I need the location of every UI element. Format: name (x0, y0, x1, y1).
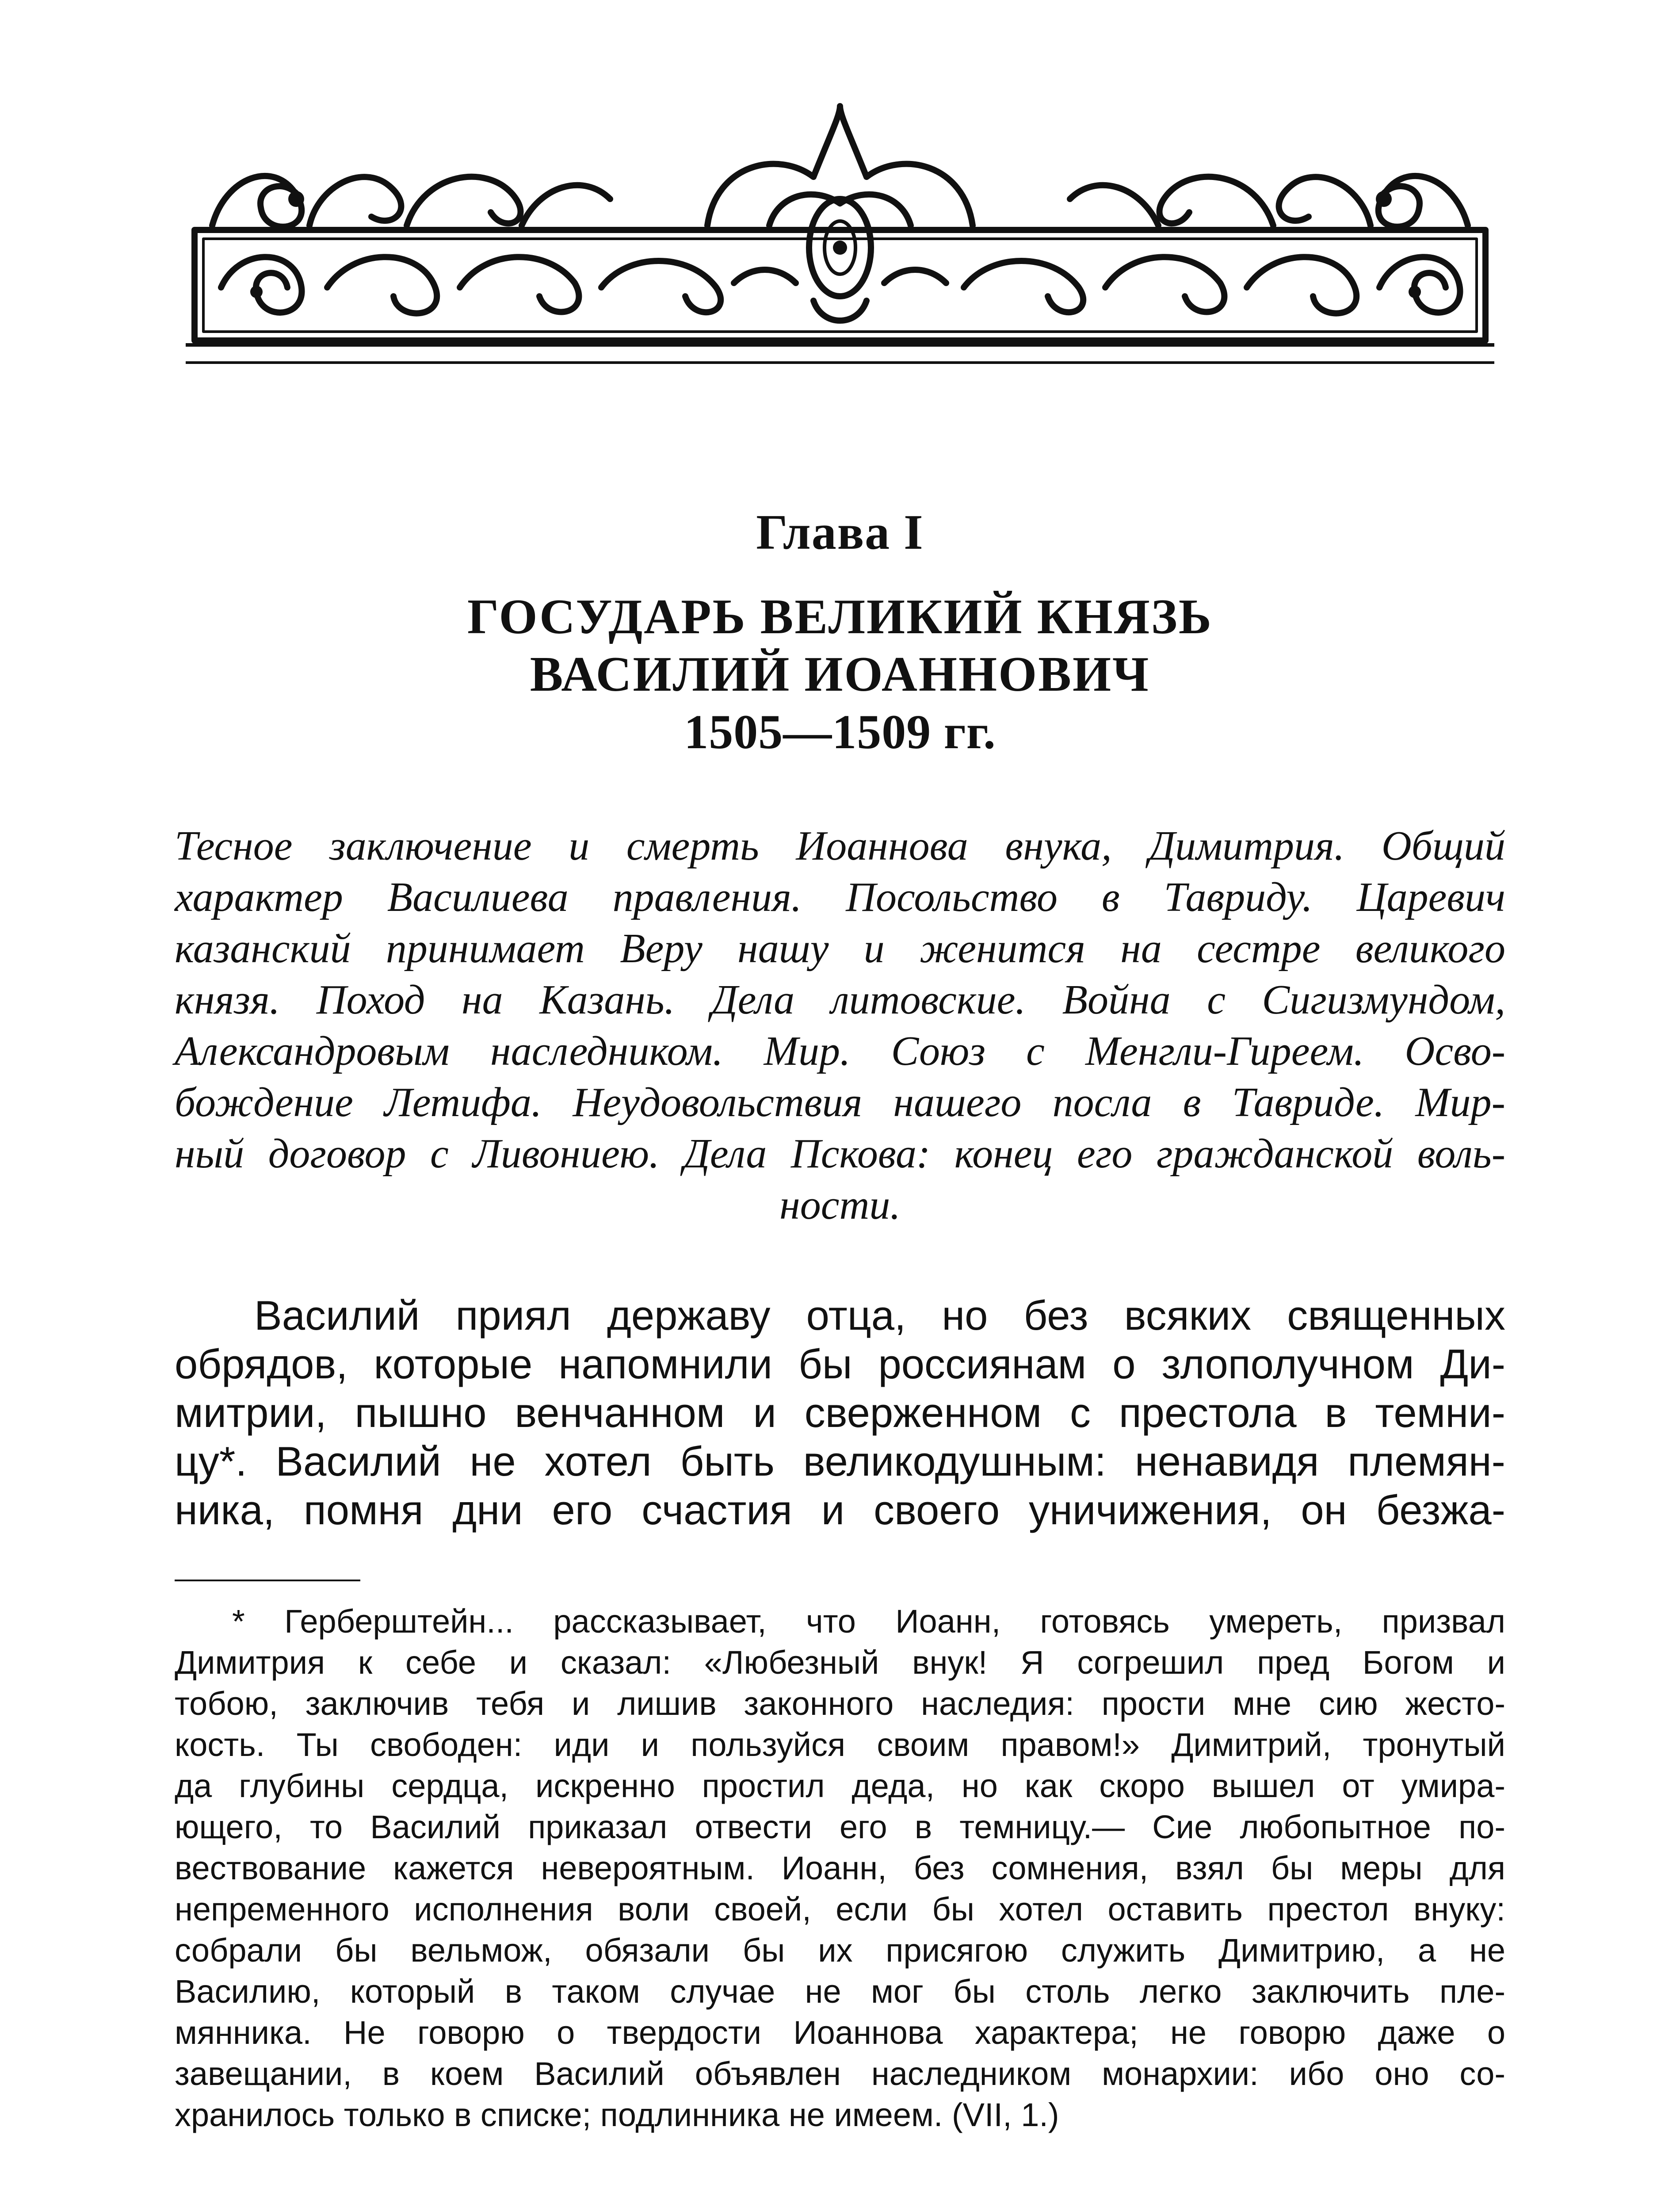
footnote (175, 1601, 1505, 2135)
body-line: Василий приял державу отца, но без всяких священных (254, 1292, 1505, 1339)
footnote-line: Димитрия к себе и сказал: «Любезный внук! Я согрешил пред Богом и (175, 1644, 1505, 1681)
body-line: ника, помня дни его счастия и своего уничижения, он безжа- (175, 1487, 1505, 1533)
footnote-line: ющего, то Василий приказал отвести его в темницу.— Сие любопытное по- (175, 1809, 1505, 1845)
footnote-line: мянника. Не говорю о твердости Иоаннова характера; не говорю даже о (175, 2014, 1505, 2051)
chapter-title-line-2: ВАСИЛИЙ ИОАННОВИЧ (530, 647, 1150, 702)
footnote-divider (175, 1580, 360, 1581)
chapter-label: Глава I (756, 505, 924, 560)
footnote-line: Василию, который в таком случае не мог бы столь легко заключить пле- (175, 1973, 1505, 2010)
summary-line: Александровым наследником. Мир. Союз с Менгли-Гиреем. Осво- (175, 1028, 1505, 1074)
footnote-line: тобою, заключив тебя и лишив законного наследия: прости мне сию жесто- (175, 1685, 1505, 1722)
footnote-line: да глубины сердца, искренно простил деда, но как скоро вышел от умира- (175, 1767, 1505, 1804)
chapter-dates: 1505—1509 гг. (684, 705, 996, 759)
footnote-line: * Герберштейн... рассказывает, что Иоанн, готовясь умереть, призвал (232, 1603, 1505, 1640)
decorative-ornament-header (186, 97, 1494, 371)
footnote-line: завещании, в коем Василий объявлен наследником монархии: ибо оно со- (175, 2055, 1505, 2092)
body-line: митрии, пышно венчанном и сверженном с престола в темни- (175, 1389, 1505, 1436)
summary-line: характер Василиева правления. Посольство в Тавриду. Царевич (175, 874, 1505, 920)
summary-line: бождение Летифа. Неудовольствия нашего посла в Тавриде. Мир- (175, 1079, 1505, 1125)
body-text (175, 1291, 1505, 1534)
summary-line: Тесное заключение и смерть Иоаннова внука, Димитрия. Общий (175, 823, 1505, 869)
footnote-line: вествование кажется невероятным. Иоанн, без сомнения, взял бы меры для (175, 1850, 1505, 1886)
summary-line: ный договор с Ливониею. Дела Пскова: конец его гражданской воль- (175, 1131, 1505, 1177)
chapter-title-line-1: ГОСУДАРЬ ВЕЛИКИЙ КНЯЗЬ (467, 589, 1213, 644)
footnote-line: непременного исполнения воли своей, если бы хотел оставить престол внуку: (175, 1891, 1505, 1928)
body-line: цу*. Василий не хотел быть великодушным: ненавидя племян- (175, 1438, 1505, 1484)
chapter-title (0, 588, 1680, 761)
footnote-line: кость. Ты свободен: иди и пользуйся своим правом!» Димитрий, тронутый (175, 1726, 1505, 1763)
summary-line: казанский принимает Веру нашу и женится на сестре великого (175, 926, 1505, 972)
footnote-line: собрали бы вельмож, обязали бы их присягою служить Димитрию, а не (175, 1932, 1505, 1969)
footnote-line: хранилось только в списке; подлинника не имеем. (VII, 1.) (175, 2096, 1059, 2133)
summary-line: ности. (779, 1182, 901, 1228)
summary-line: князя. Поход на Казань. Дела литовские. Война с Сигизмундом, (175, 977, 1505, 1023)
body-line: обрядов, которые напомнили бы россиянам о злополучном Ди- (175, 1341, 1505, 1387)
chapter-summary (175, 820, 1505, 1231)
